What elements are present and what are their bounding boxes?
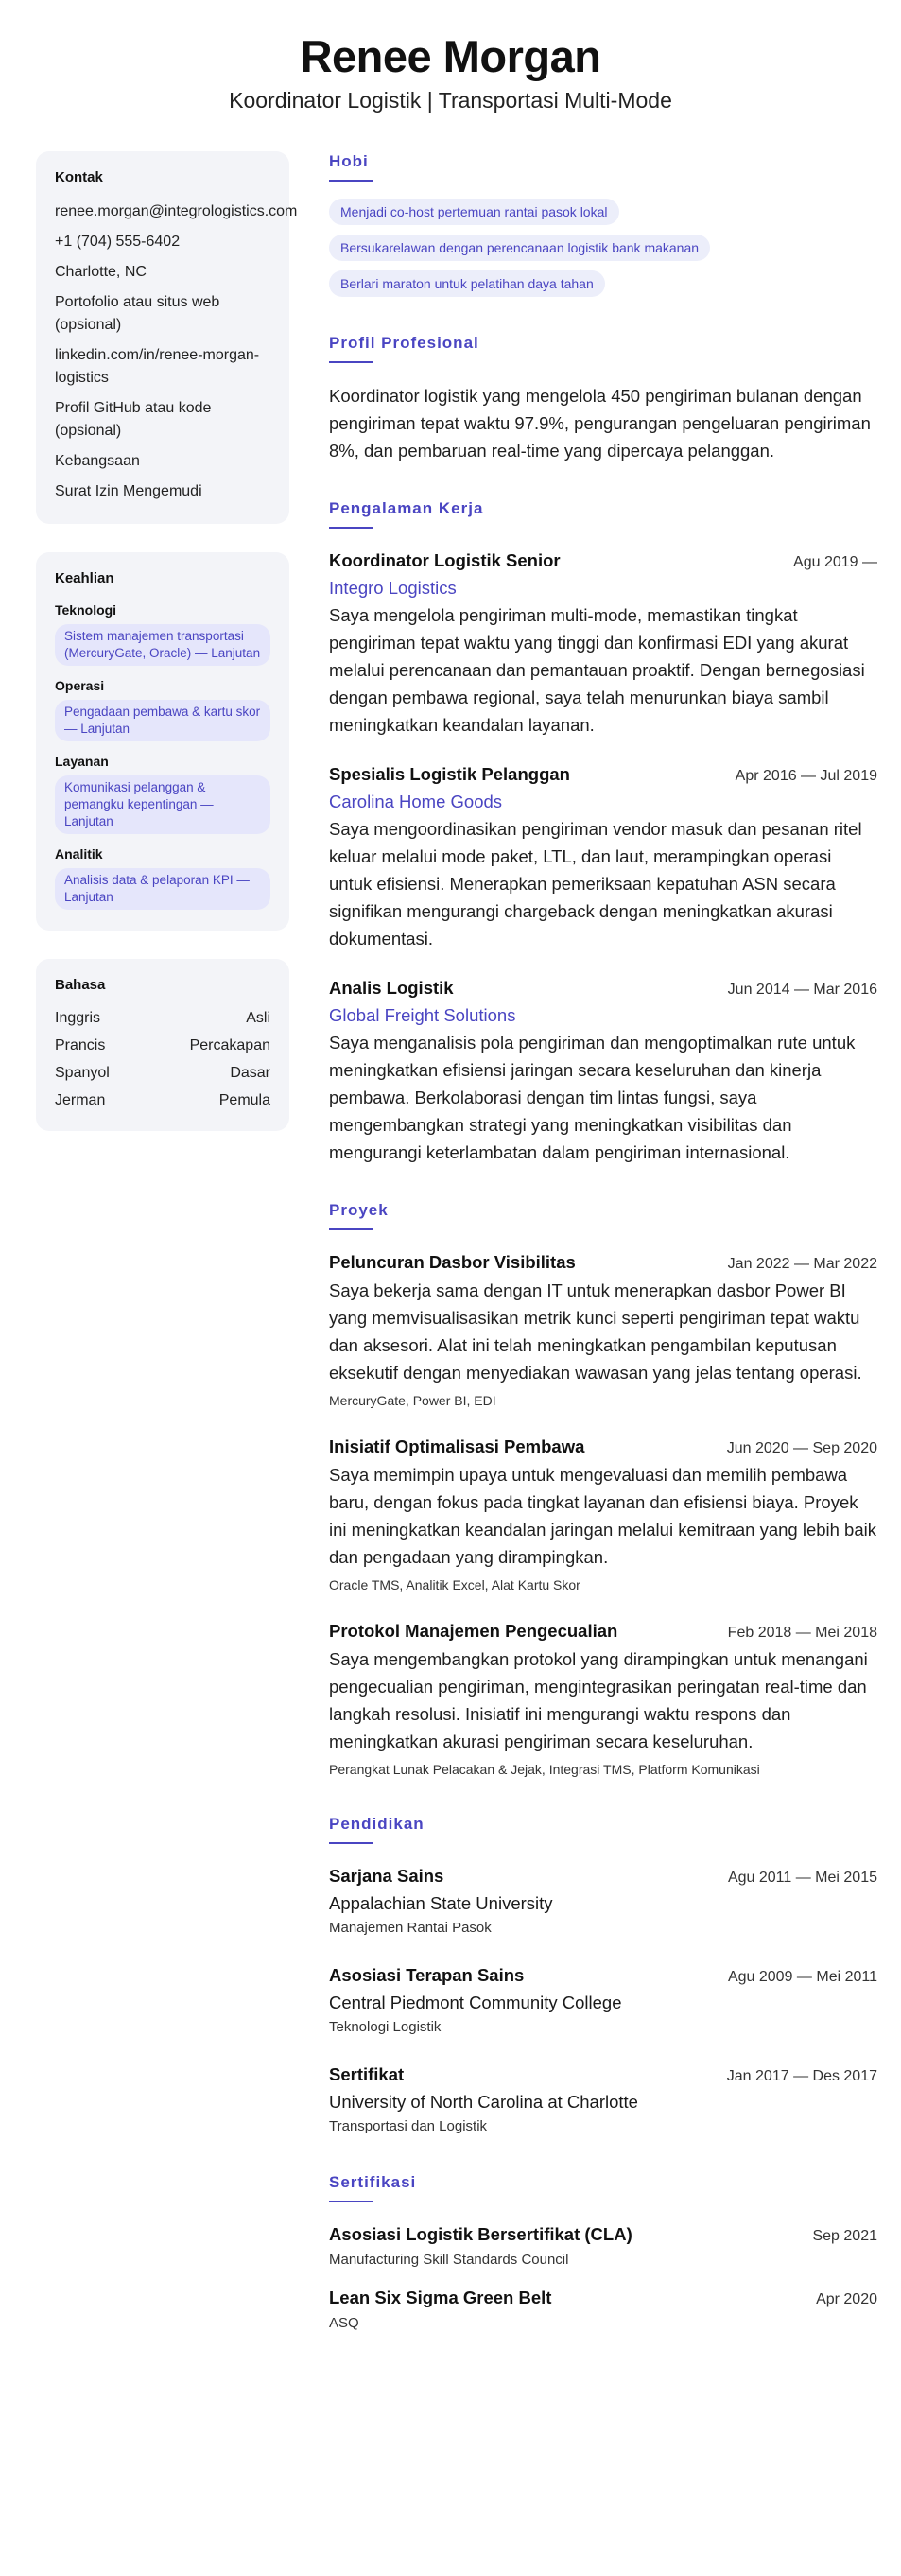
project-date: Jan 2022 — Mar 2022 (727, 1256, 877, 1272)
language-row (55, 1063, 270, 1084)
education-entry (329, 1863, 877, 1940)
skill-pill: Sistem manajemen transportasi (MercuryGate, Oracle) — Lanjutan (55, 624, 270, 666)
resume-header (0, 28, 901, 113)
skill-pill: Pengadaan pembawa & kartu skor — Lanjutan (55, 700, 270, 741)
job-date: Apr 2016 — Jul 2019 (735, 768, 877, 784)
field-of-study: Transportasi dan Logistik (329, 2118, 488, 2134)
experience-entry (329, 548, 877, 739)
degree: Asosiasi Terapan Sains (329, 1965, 525, 1985)
language-row (55, 1008, 270, 1029)
job-date: Agu 2019 — (793, 554, 877, 570)
section-divider (329, 180, 373, 182)
profile-summary: Koordinator logistik yang mengelola 450 pengiriman bulanan dengan pengiriman tepat waktu 97.9%, pengurangan pengeluaran pengiriman 8%, dan pembaruan real-time yang dipercaya pelanggan. (329, 386, 871, 461)
contact-linkedin[interactable]: linkedin.com/in/renee-morgan-logistics (55, 347, 260, 386)
hobby-pill: Bersukarelawan dengan perencanaan logistik bank makanan (329, 235, 710, 261)
section-title-projects: Proyek (329, 1201, 389, 1219)
school-name: Central Piedmont Community College (329, 1993, 622, 2012)
job-description: Saya mengoordinasikan pengiriman vendor masuk dan pesanan ritel keluar melalui mode paket, LTL, dan laut, merampingkan operasi untuk efisiensi. Menerapkan pemeriksaan kepatuhan ASN secara signifikan mengurangi chargeback dengan meningkatkan akurasi dokumentasi. (329, 819, 862, 949)
section-title-education: Pendidikan (329, 1815, 425, 1833)
experience-entry (329, 975, 877, 1166)
job-company: Integro Logistics (329, 578, 457, 598)
section-divider (329, 1228, 373, 1230)
contact-card (36, 151, 298, 524)
education-date: Agu 2011 — Mei 2015 (727, 1870, 877, 1886)
contact-license: Surat Izin Mengemudi (55, 483, 202, 499)
field-of-study: Manajemen Rantai Pasok (329, 1920, 492, 1936)
project-tech: Perangkat Lunak Pelacakan & Jejak, Integrasi TMS, Platform Komunikasi (329, 1762, 760, 1777)
education-entry (329, 2062, 877, 2138)
skill-pill: Analisis data & pelaporan KPI — Lanjutan (55, 868, 270, 910)
skill-pill: Komunikasi pelanggan & pemangku kepentingan — Lanjutan (55, 775, 270, 834)
languages-heading: Bahasa (55, 977, 106, 993)
section-title-hobbies: Hobi (329, 152, 369, 170)
main-content (329, 151, 877, 2335)
projects-section (329, 1200, 877, 1780)
job-description: Saya menganalisis pola pengiriman dan mengoptimalkan rute untuk meningkatkan efisiensi jaringan secara keseluruhan dan kinerja pembawa. Berkolaborasi dengan tim lintas fungsi, saya mengembangkan strategi yang meningkatkan visibilitas dan mengurangi keterlambatan dalam pengiriman internasional. (329, 1033, 856, 1162)
project-description: Saya mengembangkan protokol yang dirampingkan untuk menangani pengecualian pengiriman, mengintegrasikan peringatan real-time dan langkah resolusi. Inisiatif ini mengurangi waktu respons dan meningkatkan akurasi pengiriman secara keseluruhan. (329, 1649, 868, 1751)
language-row (55, 1036, 270, 1056)
language-level: Dasar (230, 1065, 270, 1081)
certification-issuer: Manufacturing Skill Standards Council (329, 2252, 569, 2268)
contact-phone[interactable]: +1 (704) 555-6402 (55, 234, 181, 250)
hobbies-section (329, 151, 877, 306)
section-title-experience: Pengalaman Kerja (329, 499, 484, 517)
language-name: Spanyol (55, 1065, 110, 1081)
project-date: Feb 2018 — Mei 2018 (727, 1625, 877, 1641)
hobby-pill: Menjadi co-host pertemuan rantai pasok lokal (329, 199, 619, 225)
certification-date: Apr 2020 (816, 2291, 877, 2307)
education-date: Agu 2009 — Mei 2011 (727, 1969, 877, 1985)
project-tech: Oracle TMS, Analitik Excel, Alat Kartu Skor (329, 1577, 580, 1593)
project-tech: MercuryGate, Power BI, EDI (329, 1393, 496, 1408)
skill-category: Analitik (55, 846, 103, 862)
skill-category: Operasi (55, 678, 105, 693)
job-description: Saya mengelola pengiriman multi-mode, memastikan tingkat pengiriman tepat waktu yang tinggi dan konfirmasi EDI yang akurat melalui perencanaan dan pemantauan proaktif. Dengan bernegosiasi dengan pembawa regional, saya telah menurunkan biaya sambil meningkatkan keandalan layanan. (329, 605, 865, 735)
language-level: Pemula (218, 1092, 270, 1108)
project-date: Jun 2020 — Sep 2020 (726, 1440, 877, 1456)
field-of-study: Teknologi Logistik (329, 2019, 442, 2035)
profile-section (329, 333, 877, 464)
language-name: Jerman (55, 1092, 106, 1108)
project-entry (329, 1618, 877, 1780)
certification-entry (329, 2285, 877, 2335)
skills-heading: Keahlian (55, 570, 114, 586)
candidate-name: Renee Morgan (300, 31, 601, 81)
certifications-section (329, 2172, 877, 2335)
experience-entry (329, 761, 877, 952)
language-name: Prancis (55, 1037, 106, 1053)
section-divider (329, 1842, 373, 1844)
job-title: Analis Logistik (329, 978, 454, 998)
certification-issuer: ASQ (329, 2315, 359, 2331)
school-name: Appalachian State University (329, 1893, 553, 1913)
project-description: Saya memimpin upaya untuk mengevaluasi dan memilih pembawa baru, dengan fokus pada tingkat layanan dan efisiensi biaya. Proyek ini meningkatkan keandalan jaringan melalui kemitraan yang lebih baik dan pengadaan yang dirampingkan. (329, 1465, 876, 1567)
skill-category: Teknologi (55, 602, 117, 618)
sidebar (36, 151, 298, 1159)
contact-email[interactable]: renee.morgan@integrologistics.com (55, 203, 298, 219)
job-company: Global Freight Solutions (329, 1005, 516, 1025)
skills-card (36, 552, 289, 931)
job-title: Spesialis Logistik Pelanggan (329, 764, 570, 784)
hobby-pill: Berlari maraton untuk pelatihan daya tahan (329, 270, 605, 297)
language-row (55, 1090, 270, 1111)
experience-section (329, 498, 877, 1166)
section-divider (329, 361, 373, 363)
certification-entry (329, 2221, 877, 2271)
contact-nationality: Kebangsaan (55, 453, 140, 469)
project-entry (329, 1249, 877, 1411)
certification-name: Lean Six Sigma Green Belt (329, 2288, 552, 2307)
candidate-title: Koordinator Logistik | Transportasi Multi-Mode (229, 88, 672, 113)
contact-github[interactable]: Profil GitHub atau kode (opsional) (55, 400, 212, 439)
language-level: Asli (246, 1010, 270, 1026)
job-date: Jun 2014 — Mar 2016 (727, 982, 877, 998)
language-name: Inggris (55, 1010, 101, 1026)
project-entry (329, 1434, 877, 1595)
languages-card (36, 959, 289, 1131)
project-title: Protokol Manajemen Pengecualian (329, 1621, 618, 1641)
degree: Sarjana Sains (329, 1866, 444, 1886)
section-divider (329, 527, 373, 529)
project-title: Inisiatif Optimalisasi Pembawa (329, 1436, 585, 1456)
section-divider (329, 2201, 373, 2202)
project-title: Peluncuran Dasbor Visibilitas (329, 1252, 576, 1272)
project-description: Saya bekerja sama dengan IT untuk menerapkan dasbor Power BI yang memvisualisasikan metrik kunci seperti pengiriman tepat waktu dan aksesori. Alat ini telah meningkatkan pengambilan keputusan eksekutif dengan menyediakan wawasan yang jelas tentang operasi. (329, 1280, 862, 1383)
job-company: Carolina Home Goods (329, 792, 503, 811)
skill-category: Layanan (55, 754, 109, 769)
education-entry (329, 1962, 877, 2039)
certification-name: Asosiasi Logistik Bersertifikat (CLA) (329, 2224, 632, 2244)
contact-location: Charlotte, NC (55, 264, 147, 280)
contact-heading: Kontak (55, 169, 103, 185)
certification-date: Sep 2021 (812, 2228, 877, 2244)
language-level: Percakapan (189, 1037, 270, 1053)
section-title-profile: Profil Profesional (329, 334, 479, 352)
section-title-certifications: Sertifikasi (329, 2173, 417, 2191)
school-name: University of North Carolina at Charlotte (329, 2092, 638, 2112)
degree: Sertifikat (329, 2064, 405, 2084)
education-section (329, 1814, 877, 2138)
education-date: Jan 2017 — Des 2017 (726, 2068, 877, 2084)
contact-portfolio[interactable]: Portofolio atau situs web (opsional) (55, 294, 220, 333)
job-title: Koordinator Logistik Senior (329, 550, 561, 570)
